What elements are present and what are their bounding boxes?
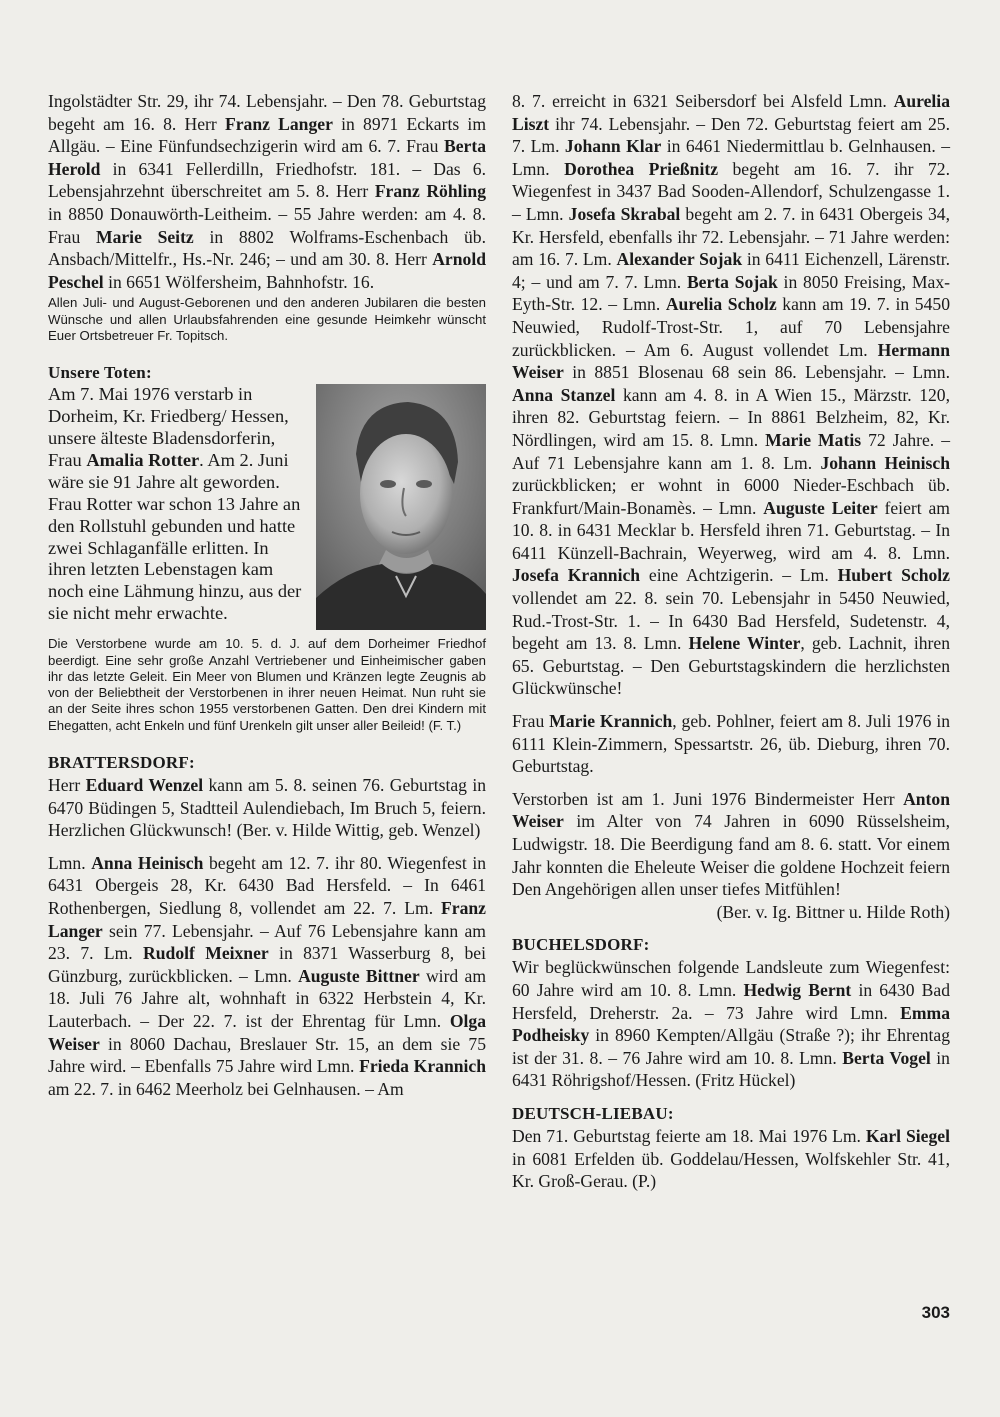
birthday-paragraph-continued xyxy=(48,90,486,293)
text-run: feiert am 10. 8. in 6431 Mecklar b. Hersfeld ihren 71. Geburtstag. – In 6411 Künzell-Bachrain, Weyerweg, wird am 4. 8. Lmn. xyxy=(512,497,950,563)
heading-buchelsdorf: BUCHELSDORF: xyxy=(512,935,650,955)
person-name: Hermann Weiser xyxy=(512,339,950,383)
text-run: am 22. 7. in 6462 Meerholz bei Gelnhausen. – Am xyxy=(48,1078,404,1099)
right-column xyxy=(512,90,950,1193)
text-run: in 8371 Wasserburg 8, bei Günzburg, zurückblicken. – Lmn. xyxy=(48,943,486,986)
text-run: zurückblicken; er wohnt in 6000 Nieder-Eschbach üb. Frankfurt/Main-Bonamès. – Lmn. xyxy=(512,475,950,518)
person-name: Marie Matis xyxy=(765,429,862,450)
person-name: Auguste Bittner xyxy=(298,965,420,986)
brattersdorf-paragraph xyxy=(48,774,486,842)
person-name: Aurelia Scholz xyxy=(665,294,777,315)
text-run: Frau xyxy=(512,711,550,732)
person-name: Eduard Wenzel xyxy=(85,775,204,796)
text-run: kann am 19. 7. in 5450 Neuwied, Rudolf-Trost-Str. 1, auf 70 Lebensjahre zurückblicken. – Am 6. August vollendet Lm. xyxy=(512,294,950,360)
person-name: Auguste Leiter xyxy=(763,497,878,518)
text-run: in 8060 Dachau, Breslauer Str. 15, an dem sie 75 Jahre wird. – Ebenfalls 75 Jahre wird Lmn. xyxy=(48,1033,486,1077)
page-number: 303 xyxy=(921,1303,950,1322)
text-run: Am 7. Mai 1976 verstarb in Dorheim, Kr. Friedberg/ Hessen, unsere älteste Bladensdorferin, Frau xyxy=(48,384,289,470)
text-run: begeht am 2. 7. in 6431 Obergeis 34, Kr. Hersfeld, ebenfalls ihr 72. Lebensjahr. – 71 Jahre werden: am 16. 7. Lm. xyxy=(512,203,950,270)
person-name: Arnold Peschel xyxy=(48,249,486,292)
person-name: Berta Sojak xyxy=(686,271,778,292)
text-run: wird am 18. Juli 76 Jahre alt, wohnhaft in 6322 Herbstein 4, Kr. Lauterbach. – Der 22. 7. ist der Ehrentag für Lmn. xyxy=(48,965,487,1031)
text-run: Ingolstädter Str. 29, ihr 74. Lebensjahr. – Den 78. Geburtstag begeht am 16. 8. Herr xyxy=(48,91,486,134)
person-name: Hedwig Bernt xyxy=(743,979,852,1000)
text-run: Verstorben ist am 1. Juni 1976 Bindermeister Herr xyxy=(512,788,904,809)
person-name: Franz Röhling xyxy=(374,181,486,202)
text-run: in 6430 Bad Hersfeld, Dreherstr. 2a. – 73 Jahre wird Lmn. xyxy=(512,979,950,1023)
text-run: ihr 74. Lebensjahr. – Den 72. Geburtstag feiert am 25. 7. Lm. xyxy=(512,113,950,157)
text-run: im Alter von 74 Jahren in 6090 Rüsselsheim, Ludwigstr. 18. Die Beerdigung fand am 8. 6. statt. Vor einem Jahr konnten die Eheleute Weiser die goldene Hochzeit feiern Den Angehörigen allen unser tiefes Mitfühlen! xyxy=(512,811,950,900)
text-run: Den 71. Geburtstag feierte am 18. Mai 1976 Lm. xyxy=(512,1125,866,1146)
person-name: Franz Langer xyxy=(48,897,486,941)
person-name: Aurelia Liszt xyxy=(512,91,950,134)
text-run: Herr xyxy=(48,775,86,796)
text-run: begeht am 12. 7. ihr 80. Wiegenfest in 6431 Obergeis 28, Kr. 6430 Bad Hersfeld. – In 6461 Rothenbergen, Siedlung 8, vollendet am 22. 7. Lm. xyxy=(48,852,487,918)
person-name: Amalia Rotter xyxy=(86,449,200,470)
left-column xyxy=(48,90,486,1100)
person-name: Anna Heinisch xyxy=(91,852,204,873)
summer-wishes-note: Allen Juli- und August-Geborenen und den anderen Jubilaren die besten Wünsche und allen Urlaubsfahrenden eine gesunde Heimkehr wünscht Euer Ortsbetreuer Fr. Topitsch. xyxy=(48,295,486,343)
text-run: 8. 7. erreicht in 6321 Seibersdorf bei Alsfeld Lmn. xyxy=(512,91,894,111)
person-name: Marie Krannich xyxy=(549,711,673,732)
text-run: in 6411 Eichenzell, Lärenstr. 4; – und am 7. 7. Lmn. xyxy=(512,249,950,292)
buchelsdorf-paragraph xyxy=(512,956,950,1092)
text-run: Wir beglückwünschen folgende Landsleute zum Wiegenfest: 60 Jahre wird am 10. 8. Lmn. xyxy=(512,957,950,1000)
heading-unsere-toten: Unsere Toten: xyxy=(48,363,152,383)
person-name: Johann Klar xyxy=(564,136,662,157)
portrait-illustration xyxy=(316,384,486,630)
text-run: vollendet am 22. 8. sein 70. Lebensjahr in 5450 Neuwied, Rud.-Trost-Str. 1. – In 6430 Bad Hersfeld, Sudetenstr. 4, begeht am 13. 8. Lmn. xyxy=(512,588,950,654)
text-run: , geb. Pohlner, feiert am 8. Juli 1976 in 6111 Klein-Zimmern, Spessartstr. 26, üb. Dieburg, ihren 70. Geburtstag. xyxy=(512,711,951,777)
text-run: in 6461 Niedermittlau b. Gelnhausen. – Lmn. xyxy=(512,136,950,179)
person-name: Emma Podheisky xyxy=(512,1002,950,1046)
person-name: Frieda Krannich xyxy=(359,1056,486,1077)
person-name: Josefa Krannich xyxy=(512,565,641,586)
person-name: Anton Weiser xyxy=(512,788,950,832)
text-run: begeht am 16. 7. ihr 72. Wiegenfest in 3437 Bad Sooden-Allendorf, Schulzengasse 1. – Lmn. xyxy=(512,158,950,224)
person-name: Karl Siegel xyxy=(865,1125,950,1146)
text-run: in 6431 Röhrigshof/Hessen. (Fritz Hückel) xyxy=(512,1047,950,1091)
marie-krannich-paragraph xyxy=(512,710,950,778)
birthday-list-paragraph xyxy=(512,90,950,700)
person-name: Dorothea Prießnitz xyxy=(564,158,719,179)
funeral-report: Die Verstorbene wurde am 10. 5. d. J. auf dem Dorheimer Friedhof beerdigt. Eine sehr große Anzahl Vertriebener und Einheimischer gaben ihr das letzte Geleit. Ein Meer von Blumen und Kränzen legte Zeugnis ab von der Beliebtheit der Verstorbenen in ihrer neuen Heimat. Nun ruht sie an der Seite ihres schon 1955 verstorbenen Gatten. Den drei Kindern mit Ehegatten, acht Enkeln und fünf Urenkeln gilt unser aller Beileid! (F. T.) xyxy=(48,636,486,733)
text-run: Lmn. xyxy=(48,852,92,873)
person-name: Franz Langer xyxy=(224,113,333,134)
text-run: in 8971 Eckarts im Allgäu. – Eine Fünfundsechzigerin wird am 6. 7. Frau xyxy=(48,113,487,157)
anton-weiser-obituary xyxy=(512,788,950,901)
text-run: sein 77. Lebensjahr. – Auf 76 Lebensjahre kann am 23. 7. Lm. xyxy=(48,920,486,964)
report-signoff: (Ber. v. Ig. Bittner u. Hilde Roth) xyxy=(716,901,950,922)
text-run: in 8960 Kempten/Allgäu (Straße ?); ihr Ehrentag ist der 31. 8. – 76 Jahre wird am 10. 8. Lmn. xyxy=(512,1025,950,1068)
heading-deutsch-liebau: DEUTSCH-LIEBAU: xyxy=(512,1103,674,1123)
person-name: Johann Heinisch xyxy=(820,452,951,473)
person-name: Rudolf Meixner xyxy=(143,943,269,964)
obituary-block xyxy=(48,384,486,625)
text-run: kann am 4. 8. in A Wien 15., Märzstr. 120, ihren 82. Geburtstag feiern. – In 8861 Belzheim, 82, Kr. Nördlingen, wird am 15. 8. Lmn. xyxy=(512,384,950,450)
portrait-photo xyxy=(316,384,486,630)
text-run: 72 Jahre. – Auf 71 Lebensjahre kann am 1. 8. Lm. xyxy=(512,429,950,473)
person-name: Olga Weiser xyxy=(48,1010,486,1054)
person-name: Helene Winter xyxy=(688,633,801,654)
text-run: . Am 2. Juni wäre sie 91 Jahre alt geworden. Frau Rotter war schon 13 Jahre an den Rollstuhl gebunden und hatte zwei Schlaganfälle erlitten. In ihren letzten Lebenstagen kam noch eine Lähmung hinzu, aus der sie nicht mehr erwachte. xyxy=(48,449,302,624)
person-name: Berta Vogel xyxy=(842,1047,931,1068)
person-name: Josefa Skrabal xyxy=(568,203,681,224)
text-run: in 8802 Wolframs-Eschenbach üb. Ansbach/Mittelfr., Hs.-Nr. 246; – und am 30. 8. Herr xyxy=(48,226,486,270)
person-name: Anna Stanzel xyxy=(512,384,616,405)
person-name: Marie Seitz xyxy=(95,226,194,247)
text-run: eine Achtzigerin. – Lm. xyxy=(640,565,838,586)
text-run: in 8851 Blosenau 68 sein 86. Lebensjahr. – Lmn. xyxy=(563,362,950,383)
text-run: in 8050 Freising, Max-Eyth-Str. 12. – Lmn. xyxy=(512,271,950,315)
lmn-birthdays-paragraph xyxy=(48,852,486,1101)
person-name: Hubert Scholz xyxy=(837,565,950,586)
person-name: Berta Herold xyxy=(48,136,486,179)
text-run: , geb. Lachnit, ihren 65. Geburtstag. – Den Geburtstagskindern die herzlichsten Glückwünsche! xyxy=(512,633,950,699)
text-run: in 8850 Donauwörth-Leitheim. – 55 Jahre werden: am 4. 8. Frau xyxy=(48,203,486,247)
heading-brattersdorf: BRATTERSDORF: xyxy=(48,753,195,773)
deutsch-liebau-paragraph xyxy=(512,1125,950,1193)
text-run: in 6651 Wölfersheim, Bahnhofstr. 16. xyxy=(103,271,375,292)
text-run: in 6341 Fellerdilln, Friedhofstr. 181. – Das 6. Lebensjahrzehnt überschreitet am 5. 8. Herr xyxy=(48,158,486,202)
person-name: Alexander Sojak xyxy=(616,249,743,270)
text-run: in 6081 Erfelden üb. Goddelau/Hessen, Wolfskehler Str. 41, Kr. Groß-Gerau. (P.) xyxy=(512,1148,950,1192)
text-run: kann am 5. 8. seinen 76. Geburtstag in 6470 Büdingen 5, Stadtteil Aulendiebach, Im Bruch 5, feiern. Herzlichen Glückwunsch! (Ber. v. Hilde Wittig, geb. Wenzel) xyxy=(48,775,486,841)
